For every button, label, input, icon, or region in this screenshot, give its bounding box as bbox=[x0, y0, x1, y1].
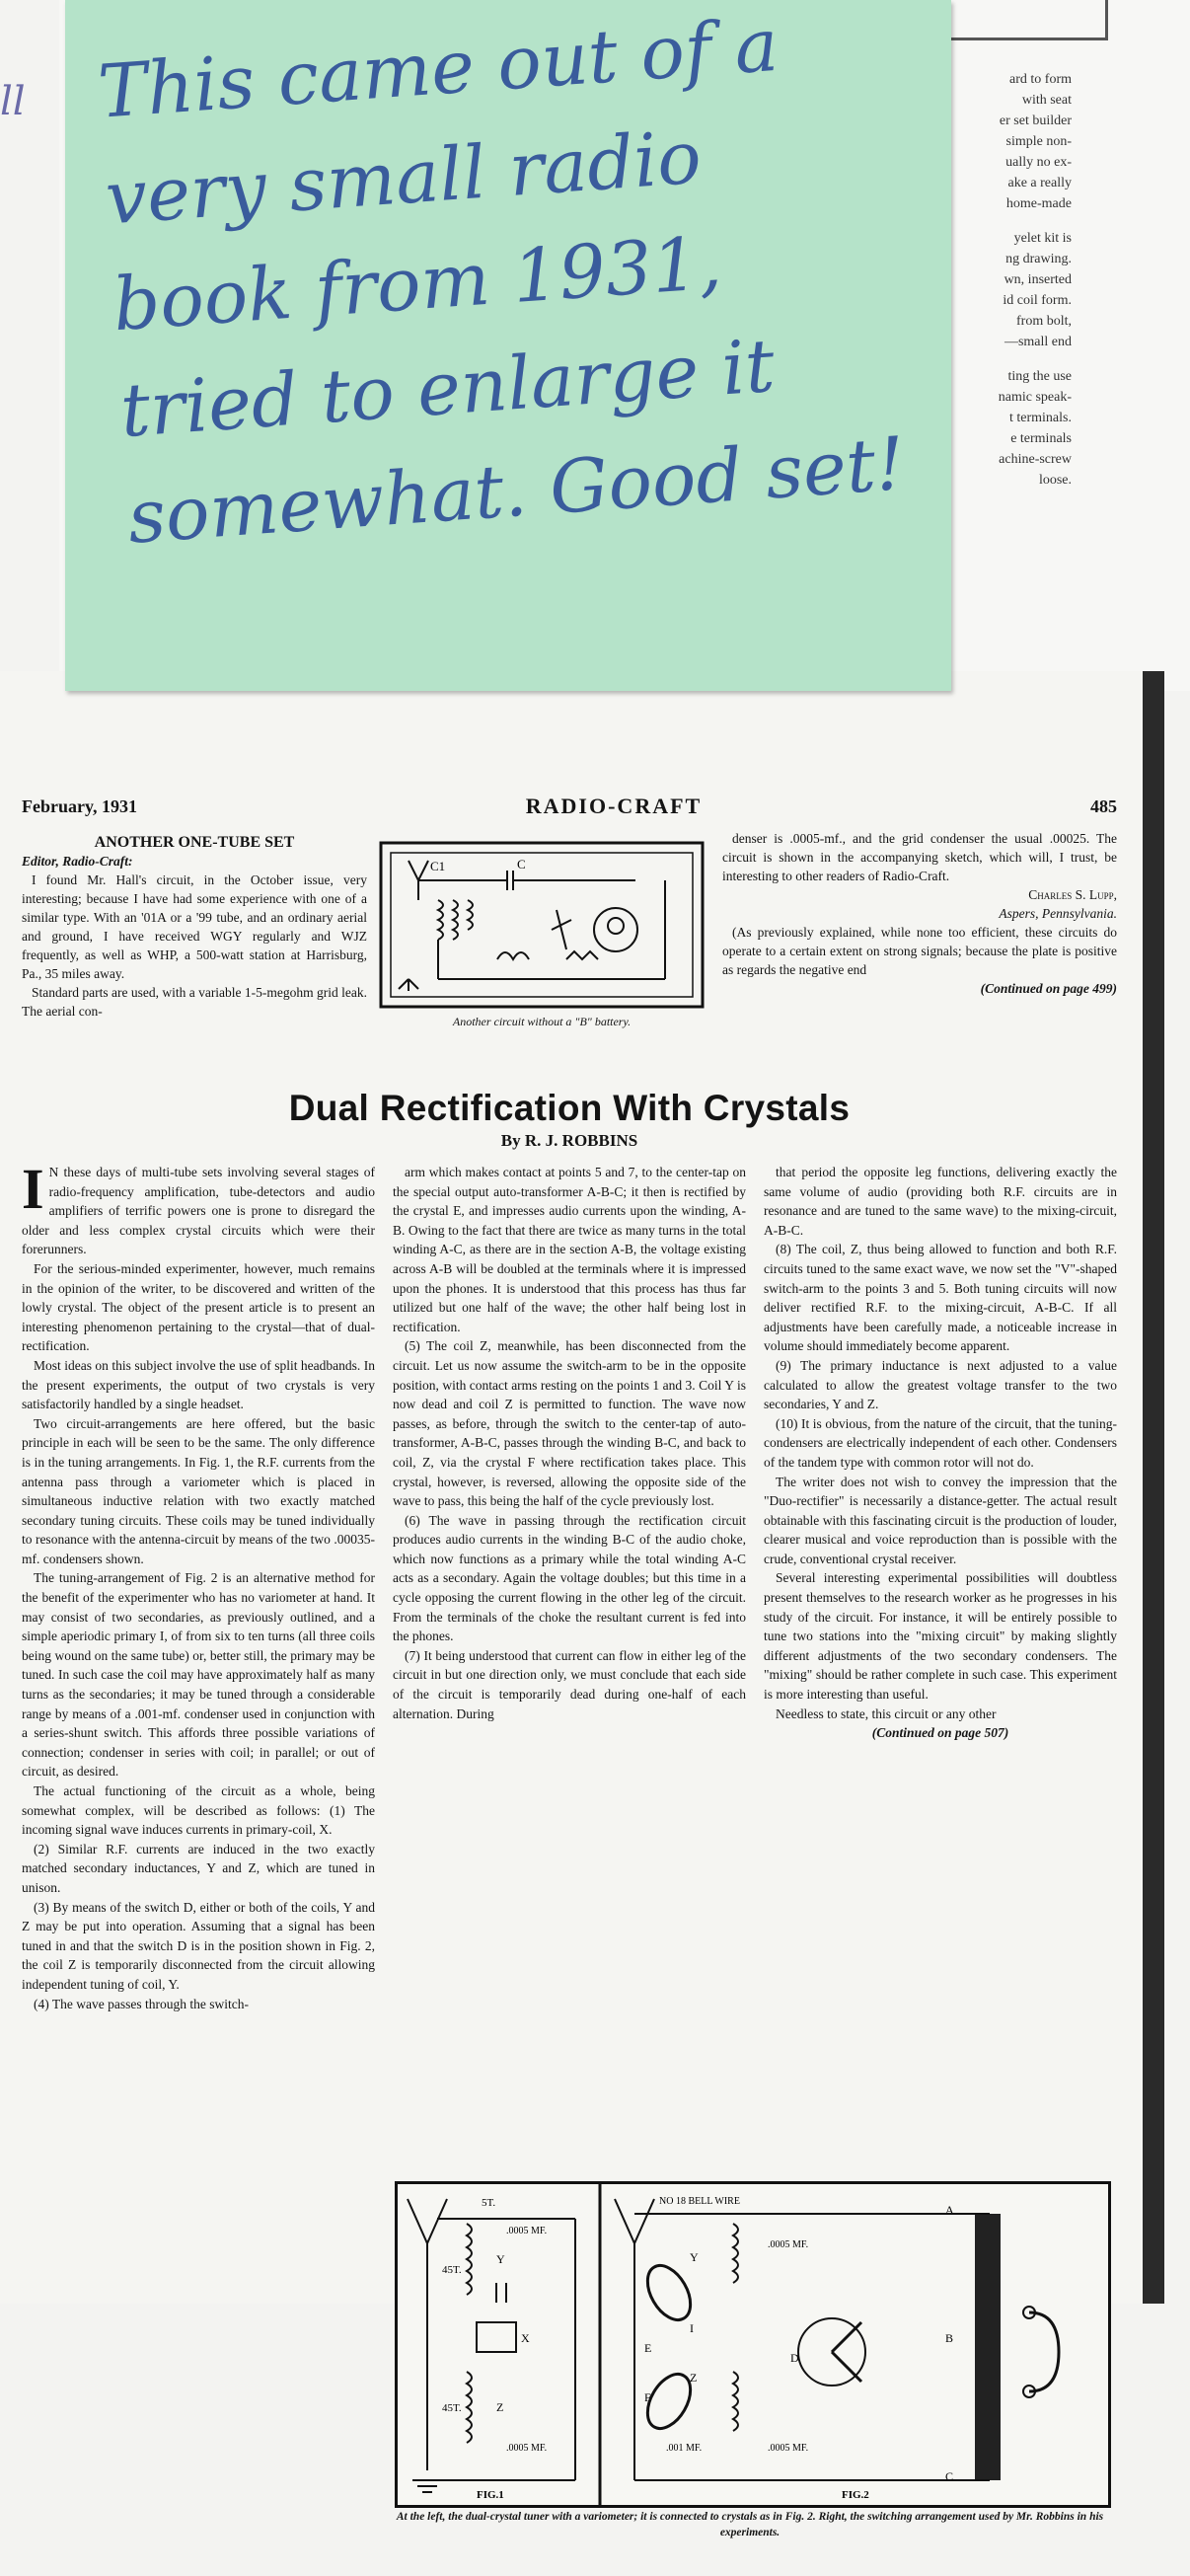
label-e: E bbox=[644, 2341, 652, 2355]
label-fig2: FIG.2 bbox=[842, 2489, 869, 2501]
article-body bbox=[22, 1157, 1117, 2013]
label-b: B bbox=[945, 2331, 954, 2345]
article-paragraph: (3) By means of the switch D, either or both of the coils, Y and Z may be put into operation. Assuming that a signal has been tuned in and that the switch D is in the position shown in Fig. 2, the coil Z is temporarily disconnected from the circuit allowing independent tuning of coil, Y. bbox=[22, 1899, 375, 1992]
article-paragraph: (5) The coil Z, meanwhile, has been disconnected from the circuit. Let us now assume the switch-arm to be in the opposite position, with contact arms resting on the points 1 and 3. Coil Y is now dead and coil Z is permitted to function. The wave now passes, as before, through the switch to the center-tap of auto-transformer, A-B-C, passes through the winding B-C, and back to coil, Z, via the crystal F where rectification takes place. This crystal, however, is reversed, allowing the opposite side of the wave to pass, this being the half of the cycle previously lost. bbox=[393, 1338, 746, 1509]
article-paragraph: The actual functioning of the circuit as a whole, being somewhat complex, will be described as follows: (1) The incoming signal wave induces currents in primary-coil, X. bbox=[22, 1783, 375, 1838]
letter-paragraph: Standard parts are used, with a variable 1-5-megohm grid leak. The aerial con- bbox=[22, 985, 368, 1019]
label-z2: Z bbox=[690, 2371, 698, 2385]
edge-line: t terminals. bbox=[1009, 411, 1072, 425]
article-paragraph: I N these days of multi-tube sets involving several stages of radio-frequency amplification, tube-detectors and audio amplifiers of terrific powers one is prone to disregard the older and less complex crystal circuits which were their forerunners. bbox=[22, 1157, 375, 1257]
edge-line: ake a really bbox=[1007, 176, 1072, 190]
edge-line: simple non- bbox=[1005, 134, 1072, 149]
label-bell-wire: NO 18 BELL WIRE bbox=[659, 2196, 740, 2207]
label-a: A bbox=[945, 2203, 954, 2217]
note-line: somewhat. Good set! bbox=[124, 420, 908, 561]
note-line: This came out of a bbox=[95, 2, 781, 135]
label-cap2: .0005 MF. bbox=[506, 2443, 548, 2454]
edge-line: er set builder bbox=[999, 114, 1072, 128]
label-i: I bbox=[690, 2321, 694, 2335]
clipping-border bbox=[947, 0, 1108, 40]
label-y: Y bbox=[496, 2252, 505, 2266]
edge-line: achine-screw bbox=[999, 452, 1072, 467]
edge-line: id coil form. bbox=[1003, 293, 1072, 308]
edge-line: from bolt, bbox=[1016, 314, 1072, 329]
edge-line: with seat bbox=[1021, 93, 1072, 108]
letter-heading: ANOTHER ONE-TUBE SET bbox=[94, 834, 295, 851]
edge-line: ting the use bbox=[1007, 369, 1072, 384]
article-paragraph: (8) The coil, Z, thus being allowed to function and both R.F. circuits tuned to the same exact wave, we now set the "V"-shaped switch-arm to the points 3 and 5. Both tuning circuits will now deliver rectified R.F. to the mixing-circuit, A-B-C. If all adjustments have been carefully made, a noticeable increase in volume should immediately become apparent. bbox=[764, 1242, 1117, 1354]
page-header bbox=[22, 790, 1117, 823]
label-fig1: FIG.1 bbox=[477, 2489, 504, 2501]
label-d: D bbox=[790, 2351, 799, 2365]
circuit-figures-bottom bbox=[395, 2181, 1105, 2576]
magazine-name: RADIO-CRAFT bbox=[525, 794, 703, 818]
edge-line: e terminals bbox=[1010, 431, 1072, 446]
label-5t: 5T. bbox=[482, 2197, 496, 2209]
letter-paragraph: I found Mr. Hall's circuit, in the October issue, very interesting; because I have had some experience with one of a similar type. With an '01A or a '99 tube, and an ordinary aerial and ground, I have received WGY regularly and WJZ frequently, as well as WHP, a 500-watt station at Harrisburg, Pa., 35 miles away. bbox=[22, 872, 367, 981]
drop-cap: I bbox=[22, 1157, 44, 1221]
figure-box bbox=[395, 2181, 1111, 2508]
edge-line: yelet kit is bbox=[1013, 231, 1072, 246]
page-number: 485 bbox=[1089, 796, 1117, 816]
letter-location: Aspers, Pennsylvania. bbox=[999, 906, 1117, 921]
article-paragraph: (4) The wave passes through the switch- bbox=[34, 1996, 249, 2011]
article-paragraph: The tuning-arrangement of Fig. 2 is an alternative method for the benefit of the experimenter who has no variometer at hand. It may consist of two secondaries, as previously outlined, and a simple aperiodic primary I, of from six to ten turns (all three coils being wound on the same tube) or, better still, the primary may be tuned. In such case the coil may have approximately half as many turns as the secondaries; it may be tuned through a considerable range by means of a .001-mf. condenser used in conjunction with a series-shunt switch. This affords three possible variations of connection; condenser in series with coil; in parallel; or out of circuit, as desired. bbox=[22, 1570, 375, 1780]
label-f: F bbox=[644, 2390, 651, 2404]
letter-salutation: Editor, Radio-Craft: bbox=[22, 854, 133, 869]
label-y2: Y bbox=[690, 2250, 699, 2264]
article-paragraph: (2) Similar R.F. currents are induced in the two exactly matched secondary inductances, Y and Z, which are tuned in unison. bbox=[22, 1841, 375, 1895]
edge-line: namic speak- bbox=[998, 390, 1072, 405]
magazine-page bbox=[0, 671, 1164, 2538]
label-cap3: .0005 MF. bbox=[768, 2239, 809, 2250]
label-z: Z bbox=[496, 2400, 504, 2414]
edge-line: —small end bbox=[1004, 335, 1072, 349]
label-c: C bbox=[945, 2469, 954, 2483]
note-line: book from 1931, bbox=[110, 220, 725, 348]
circuit-diagram bbox=[379, 841, 705, 1009]
label-cap4: .0005 MF. bbox=[768, 2443, 809, 2454]
article-column-1 bbox=[22, 1157, 375, 2013]
label-c1: C1 bbox=[430, 859, 446, 873]
article-paragraph: (6) The wave in passing through the rectification circuit produces audio currents in the winding B-C of the audio choke, which now functions as a primary while the total winding A-C acts as a secondary. Again the voltage doubles; but this time in a cycle opposing the current flowing in the other leg of the circuit. From the terminals of the choke the resultant current is fed into the phones. bbox=[393, 1512, 746, 1644]
issue-date: February, 1931 bbox=[22, 796, 137, 816]
article-byline: By R. J. ROBBINS bbox=[500, 1131, 638, 1150]
article-paragraph: Needless to state, this circuit or any other bbox=[776, 1705, 997, 1721]
continued-note: (Continued on page 507) bbox=[871, 1725, 1009, 1741]
letter-column bbox=[22, 829, 367, 1021]
article-paragraph: The writer does not wish to convey the impression that the "Duo-rectifier" is necessarily a distance-getter. The actual result obtainable with this fascinating circuit is the production of louder, clearer musical and voice reproduction than is possible with the crude, conventional crystal receiver. bbox=[764, 1474, 1117, 1566]
article-title: Dual Rectification With Crystals bbox=[288, 1088, 851, 1128]
label-c: C bbox=[517, 857, 526, 871]
article-paragraph: (7) It being understood that current can flow in either leg of the circuit in but one direction only, we must conclude that each side of the circuit is temporarily dead during one-half of each alternation. During bbox=[393, 1647, 746, 1721]
label-cap1: .0005 MF. bbox=[506, 2226, 548, 2236]
article-paragraph: Two circuit-arrangements are here offered, but the basic principle in each will be seen to be the same. The only difference is in the tuning arrangements. In Fig. 1, the R.F. currents from the antenna pass through a variometer which is placed in simultaneous inductive relation with two exactly matched secondary tuning circuits. These coils may be tuned individually to resonance with the antenna-circuit by means of the two .00035-mf. condensers shown. bbox=[22, 1415, 375, 1566]
margin-mark: ll bbox=[0, 79, 26, 124]
edge-line: ard to form bbox=[1009, 72, 1072, 87]
edge-line: ng drawing. bbox=[1005, 252, 1072, 266]
label-45t-1: 45T. bbox=[442, 2264, 462, 2276]
figure-caption: At the left, the dual-crystal tuner with a variometer; it is connected to crystals as in Fig. 2. Right, the switching arrangement used by Mr. Robbins in his experiments. bbox=[396, 2511, 1104, 2538]
note-line: very small radio bbox=[103, 114, 705, 242]
article-column-3 bbox=[764, 1163, 1117, 2013]
label-x: X bbox=[521, 2331, 530, 2345]
circuit-figure-top bbox=[379, 841, 705, 1029]
letter-right-column bbox=[722, 829, 1117, 998]
note-line: tried to enlarge it bbox=[117, 323, 778, 454]
sticky-note bbox=[65, 0, 951, 691]
letters-section bbox=[22, 829, 1117, 1076]
article-column-2 bbox=[393, 1163, 746, 2013]
article-paragraph: (9) The primary inductance is next adjusted to a value calculated to allow the greatest voltage transfer to the two secondaries, Y and Z. bbox=[764, 1357, 1117, 1412]
edge-line: ually no ex- bbox=[1005, 155, 1072, 170]
handwritten-note bbox=[95, 0, 959, 571]
article-paragraph: Most ideas on this subject involve the use of split headbands. In the present experiments, the output of two crystals is very satisfactorily handled by a single headset. bbox=[22, 1357, 375, 1412]
letter-signature: Charles S. Lupp, bbox=[1028, 887, 1117, 902]
editor-note: (As previously explained, while none too efficient, these circuits do operate to a certain extent on strong signals; because the plate is positive as regards the negative end bbox=[722, 925, 1117, 977]
article-paragraph: Several interesting experimental possibilities will doubtless present themselves to the research worker as he progresses in his study of the circuit. For instance, it will be entirely possible to tune two stations into the "mixing circuit" by making slightly different adjustments of the two secondary condensers. The "mixing" should be rather complete in such case. This experiment is more interesting than useful. bbox=[764, 1570, 1117, 1703]
article-paragraph: arm which makes contact at points 5 and 7, to the center-tap on the special output auto-transformer A-B-C; it then is rectified by the crystal E, and impresses audio currents upon the winding, A-B. Owing to the fact that there are twice as many turns in the total winding A-C, as there are in the section A-B, the voltage existing across A-B will be doubled at the terminals where it is impressed upon the phones. It is understood that this process has thus far utilized but one half of the wave; the other half being lost in rectification. bbox=[393, 1165, 746, 1334]
letter-paragraph: denser is .0005-mf., and the grid condenser the usual .00025. The circuit is shown in the accompanying sketch, which will, I trust, be interesting to other readers of Radio-Craft. bbox=[722, 831, 1117, 883]
edge-line: wn, inserted bbox=[1004, 272, 1072, 287]
label-cap5: .001 MF. bbox=[666, 2443, 703, 2454]
figure-caption: Another circuit without a "B" battery. bbox=[452, 1015, 632, 1028]
edge-line: loose. bbox=[1038, 473, 1072, 488]
article-paragraph: (10) It is obvious, from the nature of the circuit, that the tuning-condensers are electrically independent of each other. Condensers of the tandem type with common rotor will not do. bbox=[764, 1415, 1117, 1470]
article-paragraph: that period the opposite leg functions, delivering exactly the same volume of audio (providing both R.F. circuits are in resonance and are tuned to the same wave) to the mixing-circuit, A-B-C. bbox=[764, 1165, 1117, 1238]
label-45t-2: 45T. bbox=[442, 2402, 462, 2414]
continued-note: (Continued on page 499) bbox=[980, 981, 1117, 996]
article-paragraph: For the serious-minded experimenter, however, much remains in the opinion of the writer, to be discovered and written of the lowly crystal. The object of the present article is to present an interesting phenomenon pertaining to the crystal—that of dual-rectification. bbox=[22, 1260, 375, 1354]
clipping-edge-text bbox=[963, 69, 1072, 491]
dual-circuit-diagram bbox=[398, 2184, 1108, 2505]
edge-line: home-made bbox=[1005, 196, 1072, 211]
